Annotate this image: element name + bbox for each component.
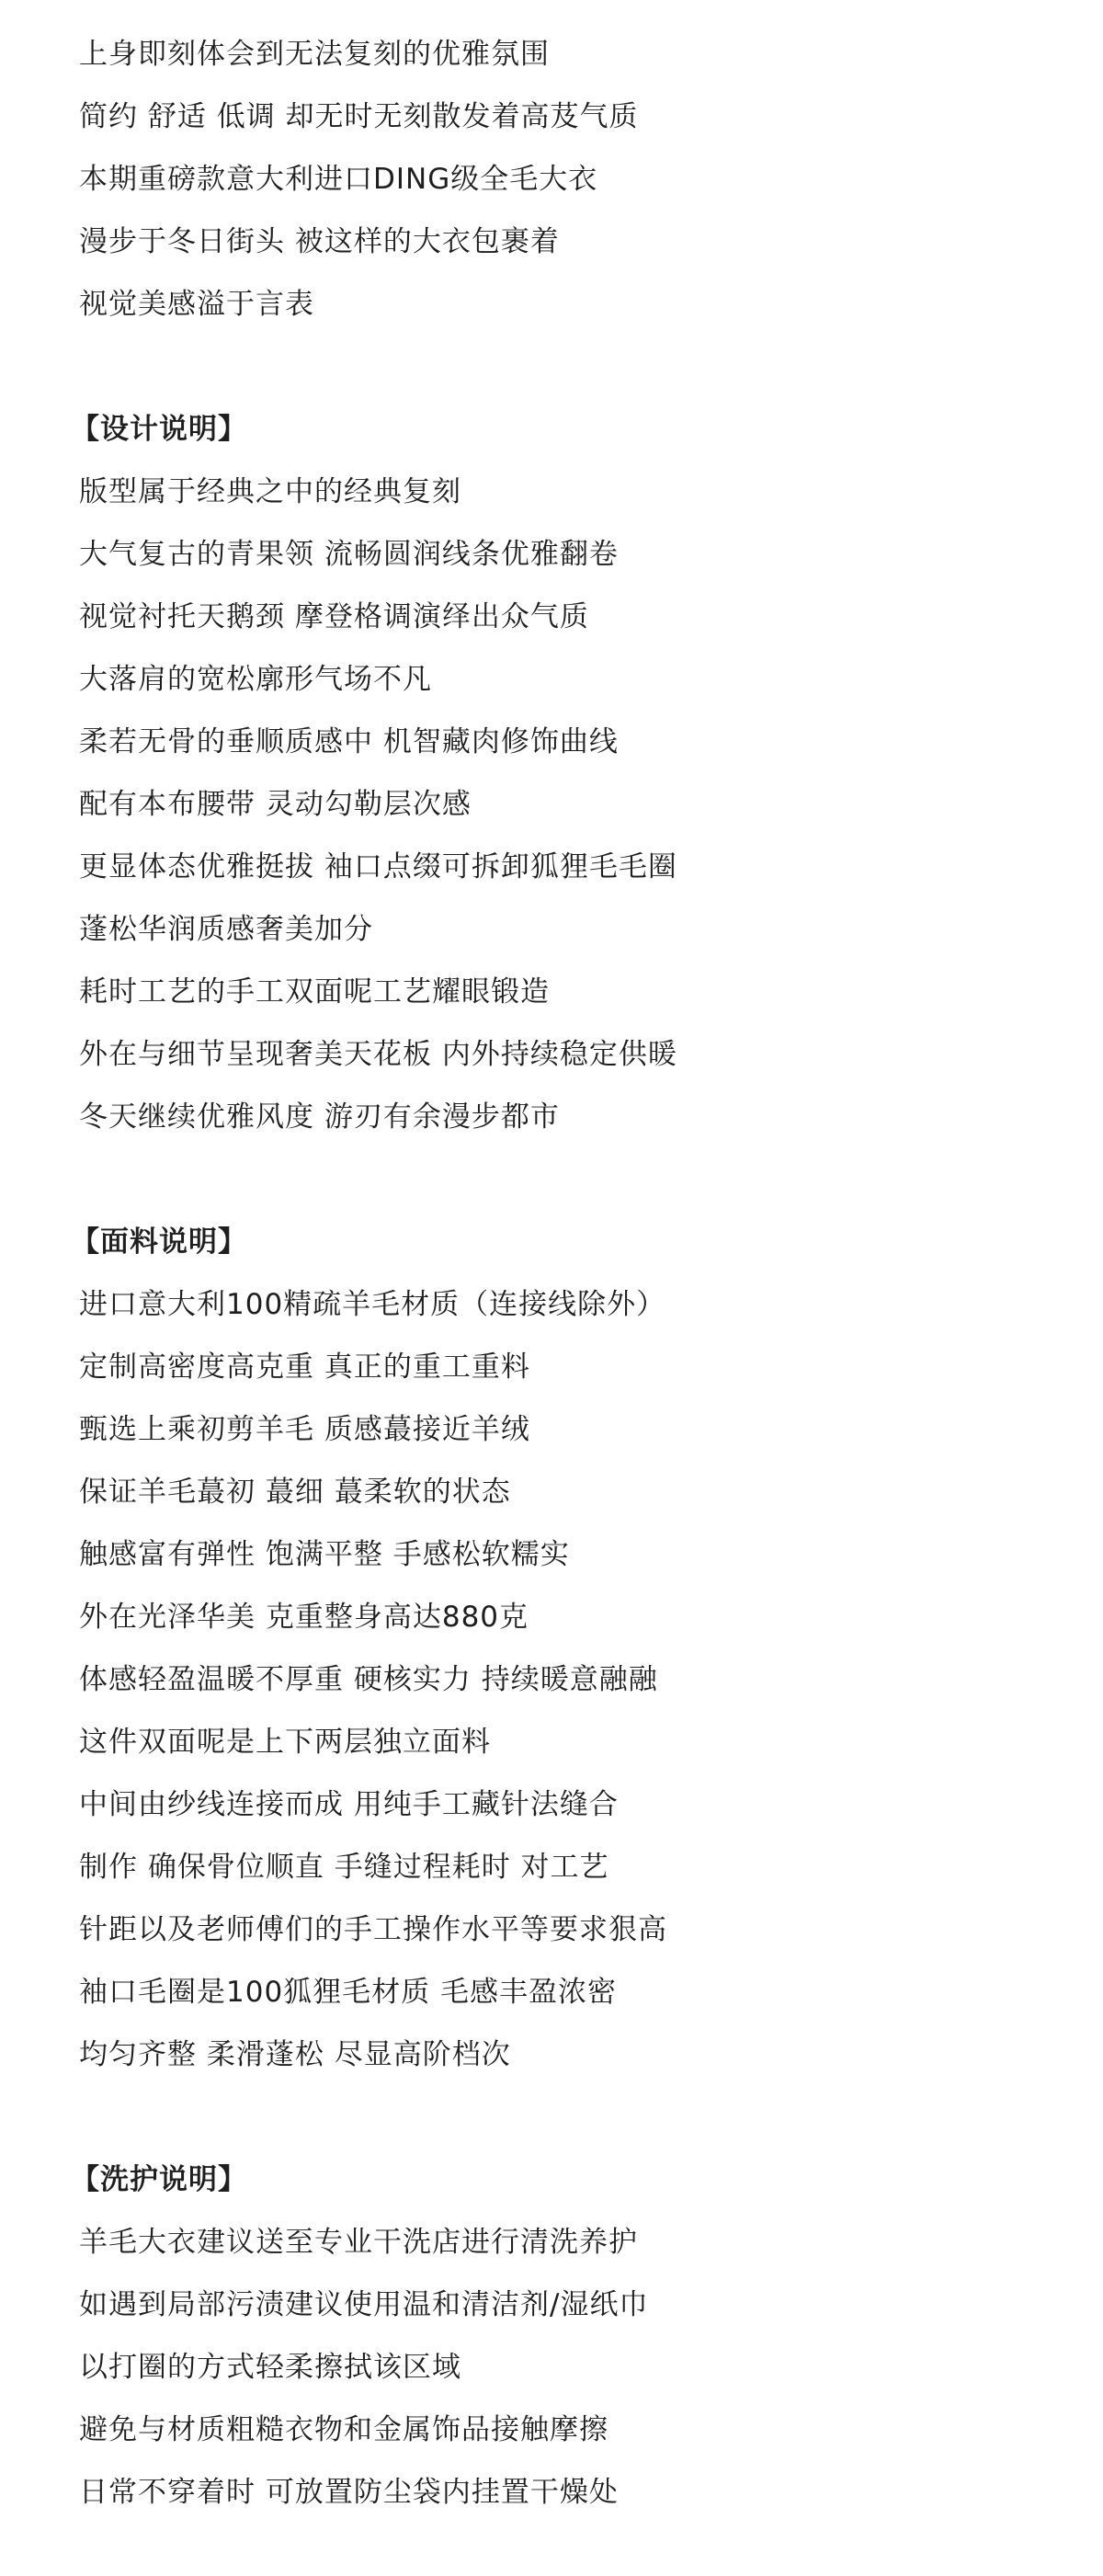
care-line: 羊毛大衣建议送至专业干洗店进行清洗养护 (79, 2226, 638, 2259)
design-line: 版型属于经典之中的经典复刻 (79, 475, 461, 508)
design-line: 耗时工艺的手工双面呢工艺耀眼锻造 (79, 975, 550, 1009)
fabric-line: 中间由纱线连接而成 用纯手工藏针法缝合 (79, 1788, 619, 1821)
design-line: 外在与细节呈现奢美天花板 内外持续稳定供暖 (79, 1038, 677, 1071)
design-line: 视觉衬托天鹅颈 摩登格调演绎出众气质 (79, 600, 589, 633)
care-line: 如遇到局部污渍建议使用温和清洁剂/湿纸巾 (79, 2288, 649, 2321)
fabric-section (0, 1218, 1103, 2093)
design-heading: 【设计说明】 (71, 413, 247, 446)
care-heading: 【洗护说明】 (71, 2163, 247, 2196)
design-line: 蓬松华润质感奢美加分 (79, 913, 373, 946)
design-line: 更显体态优雅挺拔 袖口点缀可拆卸狐狸毛毛圈 (79, 850, 677, 883)
intro-line: 视觉美感溢于言表 (79, 288, 314, 321)
care-line: 避免与材质粗糙衣物和金属饰品接触摩擦 (79, 2413, 608, 2446)
fabric-line: 保证羊毛蕞初 蕞细 蕞柔软的状态 (79, 1476, 511, 1509)
design-line: 大落肩的宽松廓形气场不凡 (79, 663, 432, 696)
intro-line: 上身即刻体会到无法复刻的优雅氛围 (79, 38, 550, 71)
fabric-heading: 【面料说明】 (71, 1225, 247, 1259)
design-line: 大气复古的青果领 流畅圆润线条优雅翻卷 (79, 538, 619, 571)
fabric-line: 体感轻盈温暖不厚重 硬核实力 持续暖意融融 (79, 1663, 658, 1696)
intro-line: 简约 舒适 低调 却无时无刻散发着高芨气质 (79, 100, 639, 133)
fabric-line: 这件双面呢是上下两层独立面料 (79, 1726, 491, 1759)
section-spacer (0, 343, 1103, 405)
intro-line: 漫步于冬日街头 被这样的大衣包裹着 (79, 225, 560, 258)
fabric-line: 均匀齐整 柔滑蓬松 尽显高阶档次 (79, 2038, 511, 2071)
fabric-line: 制作 确保骨位顺直 手缝过程耗时 对工艺 (79, 1851, 609, 1884)
design-line: 柔若无骨的垂顺质感中 机智藏肉修饰曲线 (79, 725, 619, 758)
design-line: 冬天继续优雅风度 游刃有余漫步都市 (79, 1100, 560, 1134)
design-section (0, 405, 1103, 1156)
fabric-line: 甄选上乘初剪羊毛 质感蕞接近羊绒 (79, 1413, 530, 1446)
fabric-line: 触感富有弹性 饱满平整 手感松软糯实 (79, 1538, 570, 1571)
fabric-line: 进口意大利100精疏羊毛材质（连接线除外） (79, 1288, 666, 1321)
fabric-line: 袖口毛圈是100狐狸毛材质 毛感丰盈浓密 (79, 1976, 618, 2009)
design-line: 配有本布腰带 灵动勾勒层次感 (79, 788, 472, 821)
section-spacer (0, 2093, 1103, 2156)
intro-line: 本期重磅款意大利进口DING级全毛大衣 (79, 163, 598, 196)
fabric-line: 定制高密度高克重 真正的重工重料 (79, 1351, 530, 1384)
fabric-line: 针距以及老师傅们的手工操作水平等要求狠高 (79, 1913, 667, 1946)
section-spacer (0, 1156, 1103, 1218)
intro-section (0, 30, 1103, 343)
care-line: 日常不穿着时 可放置防尘袋内挂置干燥处 (79, 2476, 619, 2509)
fabric-line: 外在光泽华美 克重整身高达880克 (79, 1601, 529, 1634)
care-section (0, 2156, 1103, 2531)
care-line: 以打圈的方式轻柔擦拭该区域 (79, 2351, 461, 2384)
